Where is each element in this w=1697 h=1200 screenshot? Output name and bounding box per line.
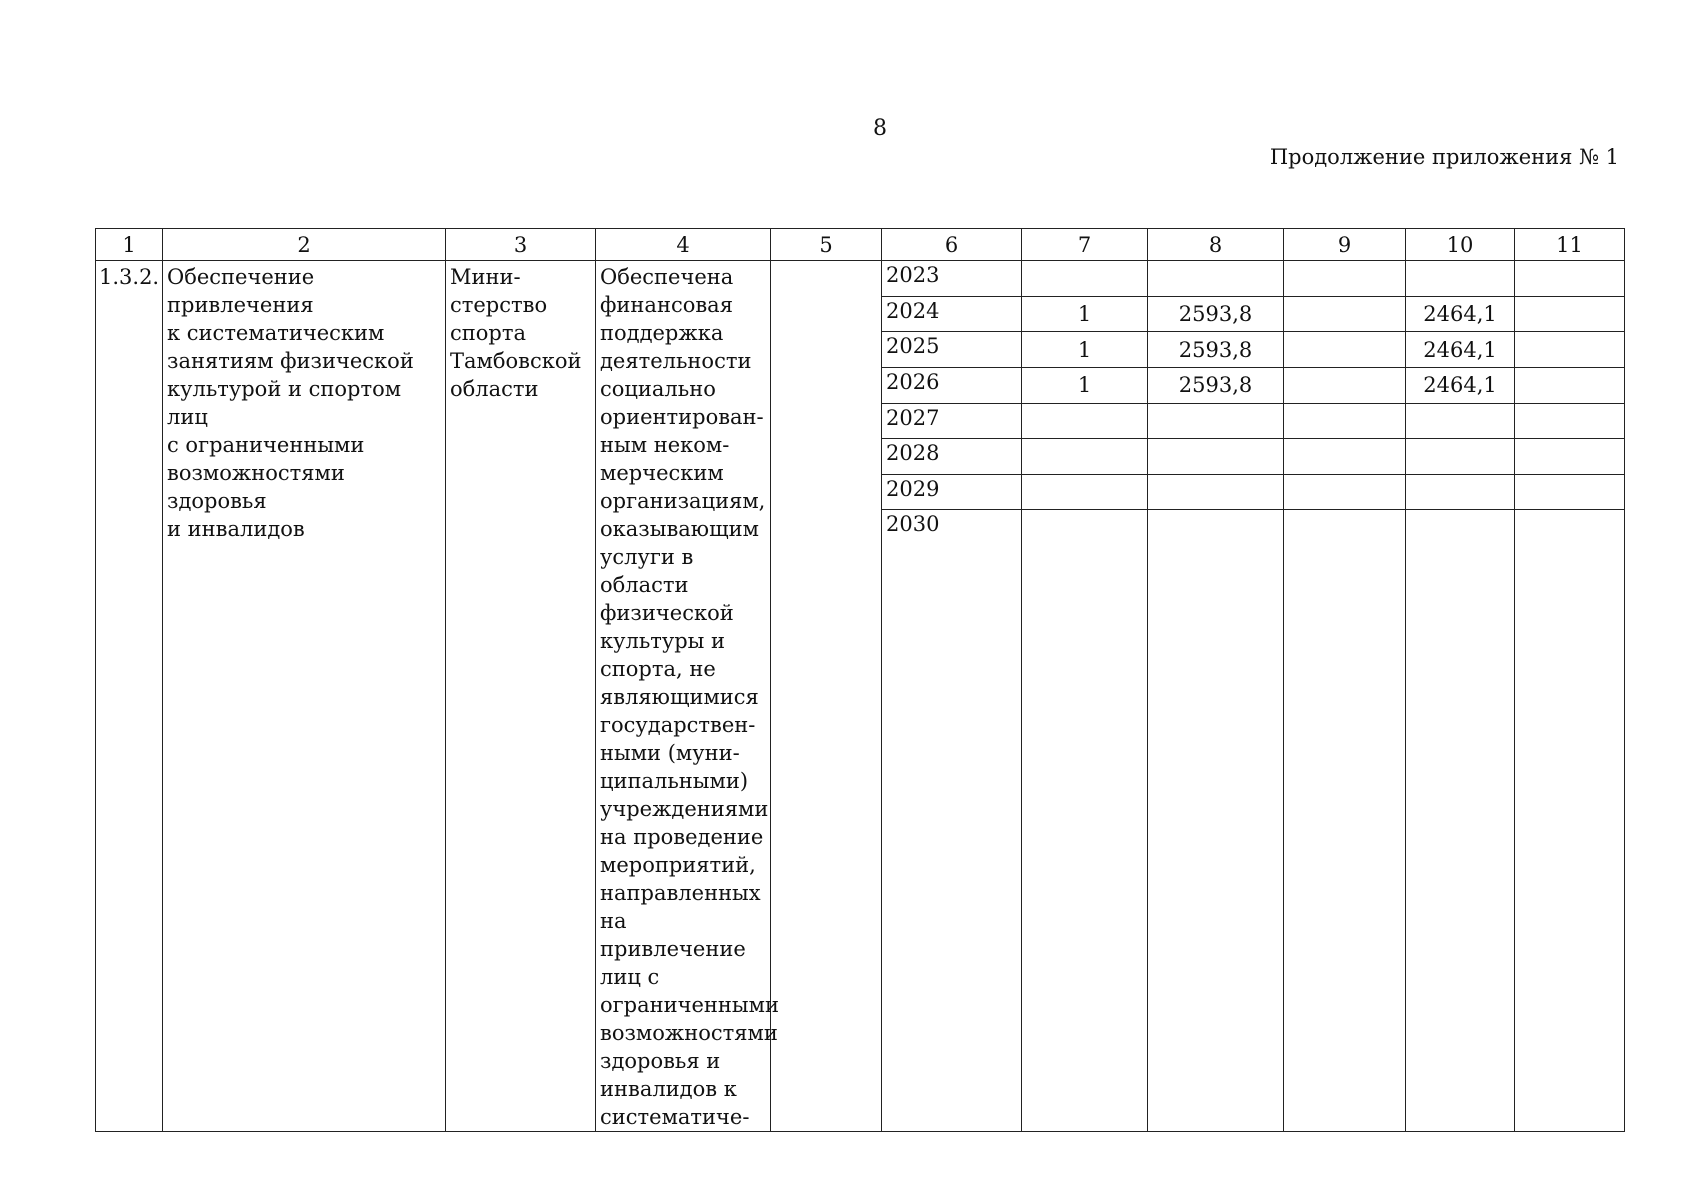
- col9-cell: [1284, 439, 1406, 475]
- header-row: [96, 229, 1625, 261]
- col9-cell: [1284, 296, 1406, 332]
- responsible-executor: Мини- стерство спорта Тамбовской области: [446, 261, 596, 1132]
- col10-cell: [1406, 439, 1515, 475]
- col11-cell: [1515, 332, 1625, 368]
- measure-code: 1.3.2.: [96, 261, 163, 1132]
- expected-result: Обеспечена финансовая поддержка деятельности социально ориентирован- ным неком- мерческим организациям, оказывающим услуги в области физической культуры и спорта, не являющимися государствен- ными (муни- ципальными) учреждениями на проведение мероприятий, направленных на привлечение лиц с ограниченными возможностями здоровья и инвалидов к систематиче-: [596, 261, 771, 1132]
- header-col-5: 5: [771, 229, 882, 261]
- col9-cell: [1284, 510, 1406, 1132]
- year-cell: 2026: [882, 367, 1022, 403]
- col10-cell: [1406, 261, 1515, 297]
- col8-cell: [1148, 261, 1284, 297]
- col9-cell: [1284, 367, 1406, 403]
- col10-cell: [1406, 474, 1515, 510]
- col8-cell: [1148, 474, 1284, 510]
- col9-cell: [1284, 474, 1406, 510]
- col7-cell: [1022, 510, 1148, 1132]
- col11-cell: [1515, 439, 1625, 475]
- col8-cell: [1148, 403, 1284, 439]
- col7-cell: [1022, 261, 1148, 297]
- col11-cell: [1515, 403, 1625, 439]
- col7-cell: 1: [1022, 332, 1148, 368]
- header-col-3: 3: [446, 229, 596, 261]
- col10-cell: 2464,1: [1406, 296, 1515, 332]
- col10-cell: [1406, 403, 1515, 439]
- header-col-7: 7: [1022, 229, 1148, 261]
- header-col-6: 6: [882, 229, 1022, 261]
- header-col-1: 1: [96, 229, 163, 261]
- col7-cell: 1: [1022, 367, 1148, 403]
- program-measures-table: [95, 228, 1625, 1132]
- year-cell: 2030: [882, 510, 1022, 1132]
- col11-cell: [1515, 474, 1625, 510]
- measure-name: Обеспечение привлечения к систематическим занятиям физической культурой и спортом лиц с ограниченными возможностями здоровья и инвалидов: [163, 261, 446, 1132]
- header-col-8: 8: [1148, 229, 1284, 261]
- year-cell: 2024: [882, 296, 1022, 332]
- col10-cell: 2464,1: [1406, 367, 1515, 403]
- col7-cell: [1022, 439, 1148, 475]
- col11-cell: [1515, 261, 1625, 297]
- col8-cell: [1148, 510, 1284, 1132]
- header-col-9: 9: [1284, 229, 1406, 261]
- header-col-2: 2: [163, 229, 446, 261]
- col11-cell: [1515, 367, 1625, 403]
- header-col-10: 10: [1406, 229, 1515, 261]
- year-cell: 2028: [882, 439, 1022, 475]
- col9-cell: [1284, 261, 1406, 297]
- year-cell: 2023: [882, 261, 1022, 297]
- table-row: [96, 261, 1625, 297]
- col7-cell: [1022, 474, 1148, 510]
- col11-cell: [1515, 510, 1625, 1132]
- col9-cell: [1284, 403, 1406, 439]
- year-cell: 2025: [882, 332, 1022, 368]
- year-cell: 2027: [882, 403, 1022, 439]
- header-col-11: 11: [1515, 229, 1625, 261]
- col7-cell: [1022, 403, 1148, 439]
- col8-cell: 2593,8: [1148, 296, 1284, 332]
- col5-cell: [771, 261, 882, 1132]
- header-col-4: 4: [596, 229, 771, 261]
- col8-cell: 2593,8: [1148, 367, 1284, 403]
- col10-cell: [1406, 510, 1515, 1132]
- col8-cell: [1148, 439, 1284, 475]
- col10-cell: 2464,1: [1406, 332, 1515, 368]
- col8-cell: 2593,8: [1148, 332, 1284, 368]
- year-cell: 2029: [882, 474, 1022, 510]
- appendix-continuation-note: Продолжение приложения № 1: [1269, 145, 1619, 169]
- page-number: 8: [873, 116, 887, 141]
- col7-cell: 1: [1022, 296, 1148, 332]
- col11-cell: [1515, 296, 1625, 332]
- col9-cell: [1284, 332, 1406, 368]
